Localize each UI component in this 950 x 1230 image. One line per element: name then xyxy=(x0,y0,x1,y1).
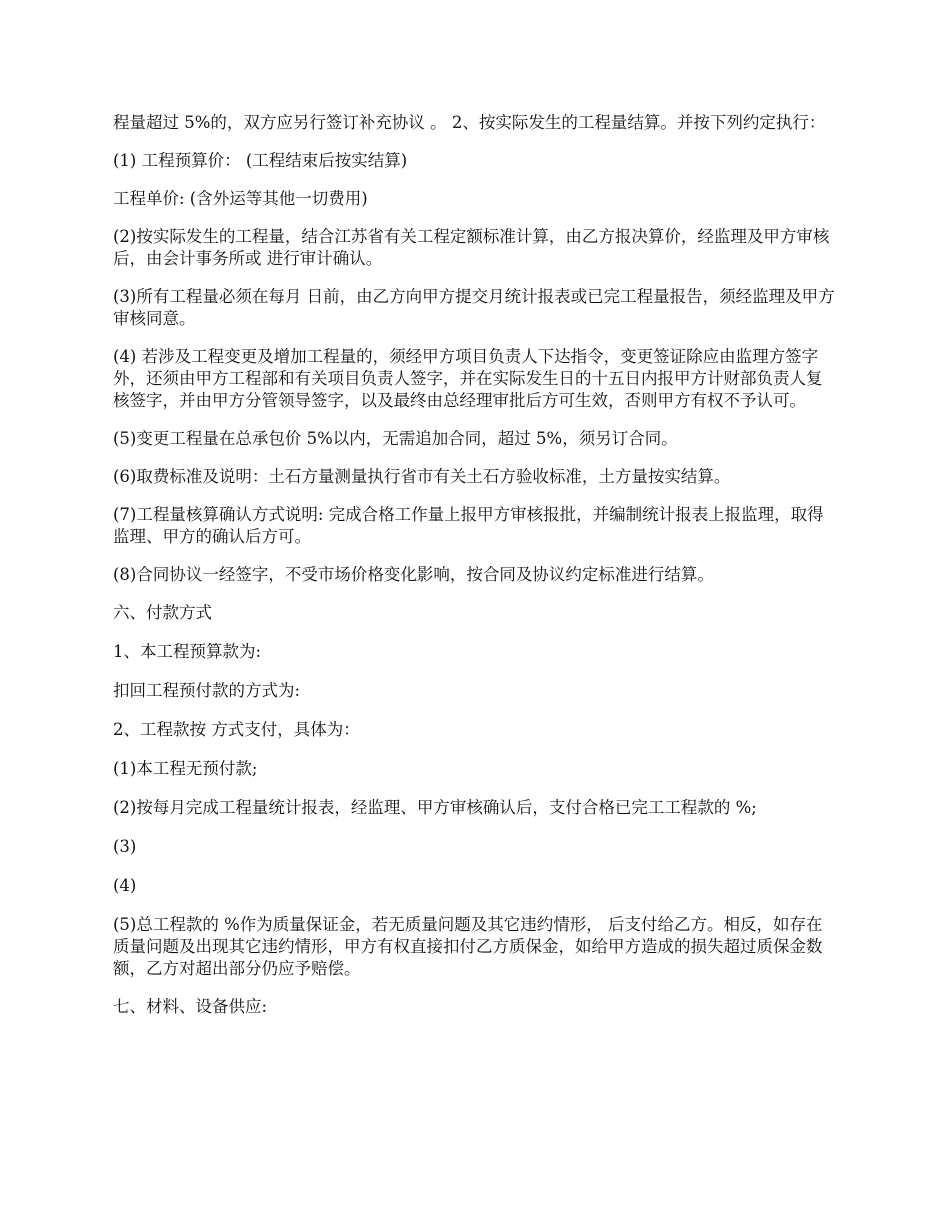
paragraph-13: 扣回工程预付款的方式为: xyxy=(113,681,301,700)
paragraph-8: (6)取费标准及说明：土石方量测量执行省市有关土石方验收标准，土方量按实结算。 xyxy=(113,467,731,486)
paragraph-17: (3) xyxy=(113,837,137,856)
paragraph-14: 2、工程款按 方式支付，具体为： xyxy=(113,720,360,739)
paragraph-5: (3)所有工程量必须在每月 日前，由乙方向甲方提交月统计报表或已完工程量报告，须经监理及甲方审核同意。 xyxy=(113,287,835,328)
paragraph-10: (8)合同协议一经签字，不受市场价格变化影响，按合同及协议约定标准进行结算。 xyxy=(113,565,714,584)
section-heading-7: 七、材料、设备供应: xyxy=(113,997,268,1016)
paragraph-9: (7)工程量核算确认方式说明: 完成合格工作量上报甲方审核报批，并编制统计报表上报监理，取得监理、甲方的确认后方可。 xyxy=(113,505,824,546)
paragraph-1: 程量超过 5%的，双方应另行签订补充协议 。 2、按实际发生的工程量结算。并按下列约定执行： xyxy=(113,113,826,132)
paragraph-18: (4) xyxy=(113,876,137,895)
document-body xyxy=(113,112,838,1034)
paragraph-19: (5)总工程款的 %作为质量保证金，若无质量问题及其它违约情形， 后支付给乙方。相反，如存在质量问题及出现其它违约情形，甲方有权直接扣付乙方质保金，如给甲方造成的损失超过质保金数额，乙方对超出部分仍应予赔偿。 xyxy=(113,915,823,978)
section-heading-6: 六、付款方式 xyxy=(113,603,212,622)
paragraph-4: (2)按实际发生的工程量，结合江苏省有关工程定额标准计算，由乙方报决算价，经监理及甲方审核后，由会计事务所或 进行审计确认。 xyxy=(113,227,830,268)
paragraph-6: (4) 若涉及工程变更及增加工程量的，须经甲方项目负责人下达指令，变更签证除应由监理方签字外，还须由甲方工程部和有关项目负责人签字，并在实际发生日的十五日内报甲方计财部负责人复核签字，并由甲方分管领导签字，以及最终由总经理审批后方可生效，否则甲方有权不予认可。 xyxy=(113,347,823,410)
paragraph-3: 工程单价: (含外运等其他一切费用) xyxy=(113,189,368,208)
paragraph-12: 1、本工程预算款为: xyxy=(113,642,262,661)
paragraph-15: (1)本工程无预付款; xyxy=(113,759,258,778)
paragraph-16: (2)按每月完成工程量统计报表，经监理、甲方审核确认后，支付合格已完工工程款的 %; xyxy=(113,798,757,817)
paragraph-7: (5)变更工程量在总承包价 5%以内，无需追加合同，超过 5%，须另订合同。 xyxy=(113,429,678,448)
paragraph-2: (1) 工程预算价： (工程结束后按实结算) xyxy=(113,151,408,170)
